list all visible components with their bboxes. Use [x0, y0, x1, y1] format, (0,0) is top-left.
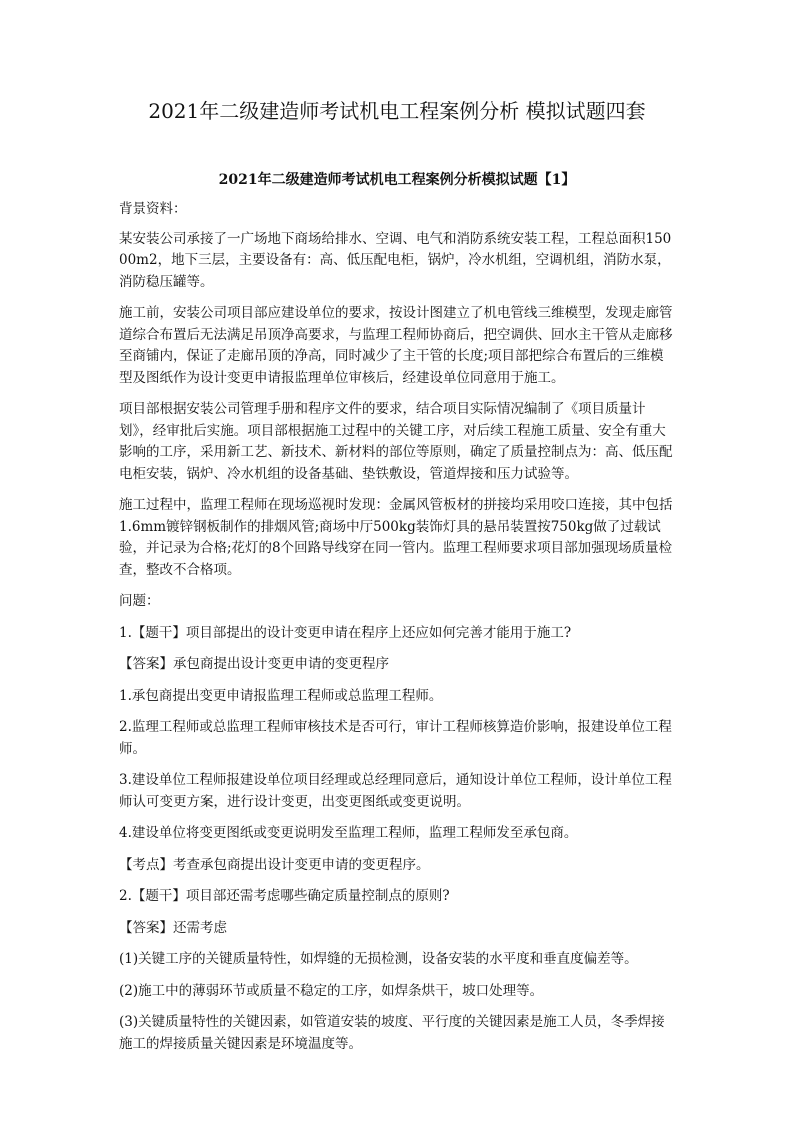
key-point: 【考点】考查承包商提出设计变更申请的变更程序。	[119, 856, 430, 873]
background-paragraph: 某安装公司承接了一广场地下商场给排水、空调、电气和消防系统安装工程，工程总面积15000m2，地下三层，主要设备有：高、低压配电柜，锅炉，冷水机组，空调机组，消防水泵，消防稳压罐等。	[119, 230, 672, 290]
background-label: 背景资料：	[119, 201, 187, 217]
answer-item: (2)施工中的薄弱环节或质量不稳定的工序，如焊条烘干，坡口处理等。	[119, 982, 544, 999]
document-title: 2021年二级建造师考试机电工程案例分析 模拟试题四套	[148, 99, 646, 123]
answer-heading: 【答案】承包商提出设计变更申请的变更程序	[119, 656, 389, 672]
answer-item: 3.建设单位工程师报建设单位项目经理或总经理同意后，通知设计单位工程师，设计单位工程师认可变更方案，进行设计变更，出变更图纸或变更说明。	[119, 772, 672, 810]
question-stem: 1.【题干】项目部提出的设计变更申请在程序上还应如何完善才能用于施工?	[119, 624, 572, 641]
answer-item: 2.监理工程师或总监理工程师审核技术是否可行，审计工程师核算造价影响，报建设单位工程师。	[119, 719, 672, 757]
answer-item: (1)关键工序的关键质量特性，如焊缝的无损检测，设备安装的水平度和垂直度偏差等。	[119, 951, 638, 967]
background-paragraph: 施工前，安装公司项目部应建设单位的要求，按设计图建立了机电管线三维模型，发现走廊管道综合布置后无法满足吊顶净高要求，与监理工程师协商后，把空调供、回水主干管从走廊移至商铺内，保证了走廊吊顶的净高，同时减少了主干管的长度;项目部把综合布置后的三维模型及图纸作为设计变更申请报监理单位审核后，经建设单位同意用于施工。	[119, 305, 673, 386]
answer-item: 4.建设单位将变更图纸或变更说明发至监理工程师，监理工程师发至承包商。	[119, 825, 578, 841]
questions-label: 问题：	[119, 593, 160, 609]
section-title: 2021年二级建造师考试机电工程案例分析模拟试题【1】	[218, 172, 576, 188]
background-paragraph: 项目部根据安装公司管理手册和程序文件的要求，结合项目实际情况编制了《项目质量计划》，经审批后实施。项目部根据施工过程中的关键工序，对后续工程施工质量、安全有重大影响的工序，采用新工艺、新技术、新材料的部位等原则，确定了质量控制点为：高、低压配电柜安装，锅炉、冷水机组的设备基础、垫铁敷设，管道焊接和压力试验等。	[119, 401, 673, 482]
answer-heading: 【答案】还需考虑	[119, 919, 227, 936]
background-paragraph: 施工过程中，监理工程师在现场巡视时发现：金属风管板材的拼接均采用咬口连接，其中包括1.6mm镀锌钢板制作的排烟风管;商场中厅500kg装饰灯具的悬吊装置按750kg做了过载试验，并记录为合格;花灯的8个回路导线穿在同一管内。监理工程师要求项目部加强现场质量检查，整改不合格项。	[119, 497, 673, 578]
answer-item: 1.承包商提出变更申请报监理工程师或总监理工程师。	[119, 687, 443, 704]
question-stem: 2.【题干】项目部还需考虑哪些确定质量控制点的原则?	[119, 888, 450, 904]
document-body	[119, 199, 677, 1065]
answer-item: (3)关键质量特性的关键因素，如管道安装的坡度、平行度的关键因素是施工人员，冬季焊接施工的焊接质量关键因素是环境温度等。	[119, 1014, 665, 1052]
